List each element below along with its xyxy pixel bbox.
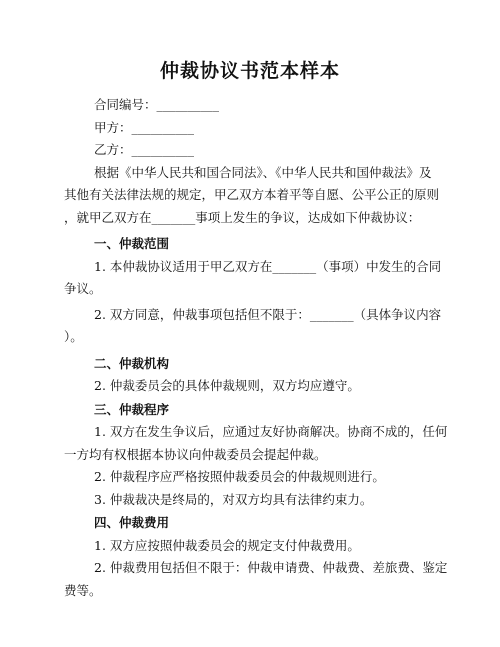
procedure-item-3: 3. 仲裁裁决是终局的，对双方均具有法律约束力。 (94, 491, 373, 507)
fees-item-1: 1. 双方应按照仲裁委员会的规定支付仲裁费用。 (94, 537, 360, 553)
procedure-item-2: 2. 仲裁程序应严格按照仲裁委员会的仲裁规则进行。 (94, 469, 385, 484)
document-title: 仲裁协议书范本样本 (159, 60, 340, 82)
scope-item-1-line-2: 争议。 (64, 281, 102, 296)
scope-item-1-line-1: 1. 本仲裁协议适用于甲乙双方在_______（事项）中发生的合同 (94, 258, 442, 274)
scope-item-2-line-1: 2. 双方同意，仲裁事项包括但不限于：_______（具体争议内容 (94, 306, 442, 322)
section-heading-fees: 四、仲裁费用 (94, 515, 170, 530)
intro-line-2: 其他有关法律法规的规定，甲乙双方本着平等自愿、公平公正的原则 (64, 187, 440, 202)
fees-item-2-line-1: 2. 仲裁费用包括但不限于：仲裁申请费、仲裁费、差旅费、鉴定 (94, 560, 448, 575)
contract-number-field: 合同编号：__________ (94, 97, 220, 112)
fees-item-2-line-2: 费等。 (64, 582, 102, 598)
intro-line-1: 根据《中华人民共和国合同法》、《中华人民共和国仲裁法》及 (94, 164, 432, 180)
intro-line-3: ，就甲乙双方在_______事项上发生的争议，达成如下仲裁协议： (64, 209, 421, 225)
procedure-item-1-line-2: 一方均有权根据本协议向仲裁委员会提起仲裁。 (64, 446, 327, 462)
party-b-field: 乙方：__________ (94, 142, 195, 157)
section-heading-procedure: 三、仲裁程序 (94, 401, 170, 417)
party-a-field: 甲方：__________ (94, 119, 195, 135)
institution-item-2: 2. 仲裁委员会的具体仲裁规则，双方均应遵守。 (94, 378, 360, 393)
scope-item-2-line-2: ）。 (64, 329, 83, 344)
document-body (64, 94, 448, 602)
section-heading-scope: 一、仲裁范围 (94, 236, 170, 251)
section-heading-institution: 二、仲裁机构 (94, 355, 170, 371)
procedure-item-1-line-1: 1. 双方在发生争议后，应通过友好协商解决。协商不成的，任何 (94, 424, 448, 439)
